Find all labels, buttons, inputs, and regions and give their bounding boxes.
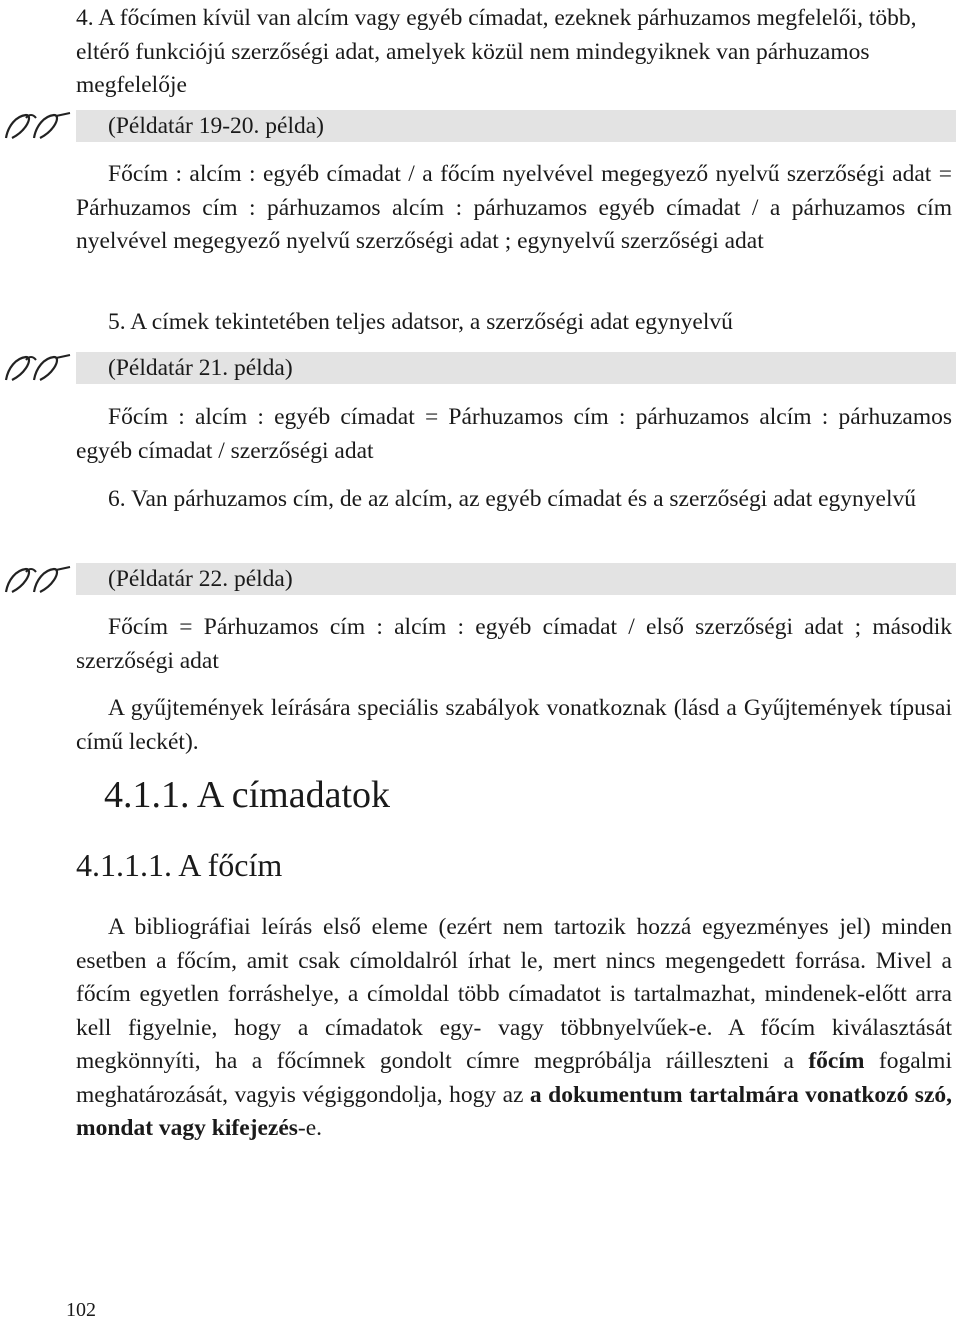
example-ref-bar (76, 110, 956, 142)
body-text-3: -e. (297, 1115, 323, 1141)
bold-term-focim: főcím (808, 1048, 865, 1074)
body-text-2: fogalmi meghatározását, vagyis végiggondolja, hogy az (76, 1048, 952, 1108)
item-4-text: 4. A főcímen kívül van alcím vagy egyéb címadat, ezeknek párhuzamos megfelelői, több, eltérő funkciójú szerzőségi adat, amelyek közül nem mindegyiknek van párhuzamos megfelelője (76, 5, 917, 98)
body-text-1: A bibliográfiai leírás első eleme (ezért nem tartozik hozzá egyezményes jel) minden esetben a főcím, amit csak címoldalról írhat le, mert nincs megengedett forrása. Mivel a főcím egyetlen forráshelye, a címoldal több címadatot is tartalmazhat, mindenek-előtt arra kell figyelnie, hogy a címadatok egy- vagy többnyelvűek-e. A főcím kiválasztását megkönnyíti, ha a főcímnek gondolt címre megpróbálja ráilleszteni a (76, 914, 952, 1074)
collections-note: A gyűjtemények leírására speciális szabályok vonatkoznak (lásd a Gyűjtemények típusai című leckét). (76, 695, 952, 755)
item-5-pattern: Főcím : alcím : egyéb címadat = Párhuzamos cím : párhuzamos alcím : párhuzamos egyéb címadat / szerzőségi adat (76, 404, 952, 464)
body-paragraph (76, 911, 952, 1146)
example-ref-19-20: (Példatár 19-20. példa) (108, 113, 324, 139)
section-heading: 4.1.1. A címadatok (104, 774, 391, 816)
example-ref-22: (Példatár 22. példa) (108, 566, 293, 592)
eyeglasses-icon (4, 112, 72, 140)
item-5-text: 5. A címek tekintetében teljes adatsor, a szerzőségi adat egynyelvű (108, 309, 733, 335)
item-6-text: 6. Van párhuzamos cím, de az alcím, az egyéb címadat és a szerzőségi adat egynyelvű (108, 486, 917, 512)
item-4-pattern: Főcím : alcím : egyéb címadat / a főcím nyelvével megegyező nyelvű szerzőségi adat = Párhuzamos cím : párhuzamos alcím : párhuzamos egyéb címadat / a párhuzamos cím nyelvével megegyező nyelvű szerzőségi adat ; egynyelvű szerzőségi adat (76, 161, 952, 254)
example-ref-bar (76, 563, 956, 595)
eyeglasses-icon (4, 354, 72, 382)
bold-definition: a dokumentum tartalmára vonatkozó szó, mondat vagy kifejezés (76, 1081, 952, 1141)
eyeglasses-icon (4, 566, 72, 594)
example-ref-bar (76, 352, 956, 384)
item-6-pattern: Főcím = Párhuzamos cím : alcím : egyéb címadat / első szerzőségi adat ; második szerzőségi adat (76, 614, 952, 674)
example-ref-21: (Példatár 21. példa) (108, 355, 293, 381)
subsection-heading: 4.1.1.1. A főcím (76, 847, 283, 883)
page-number: 102 (66, 1299, 96, 1321)
